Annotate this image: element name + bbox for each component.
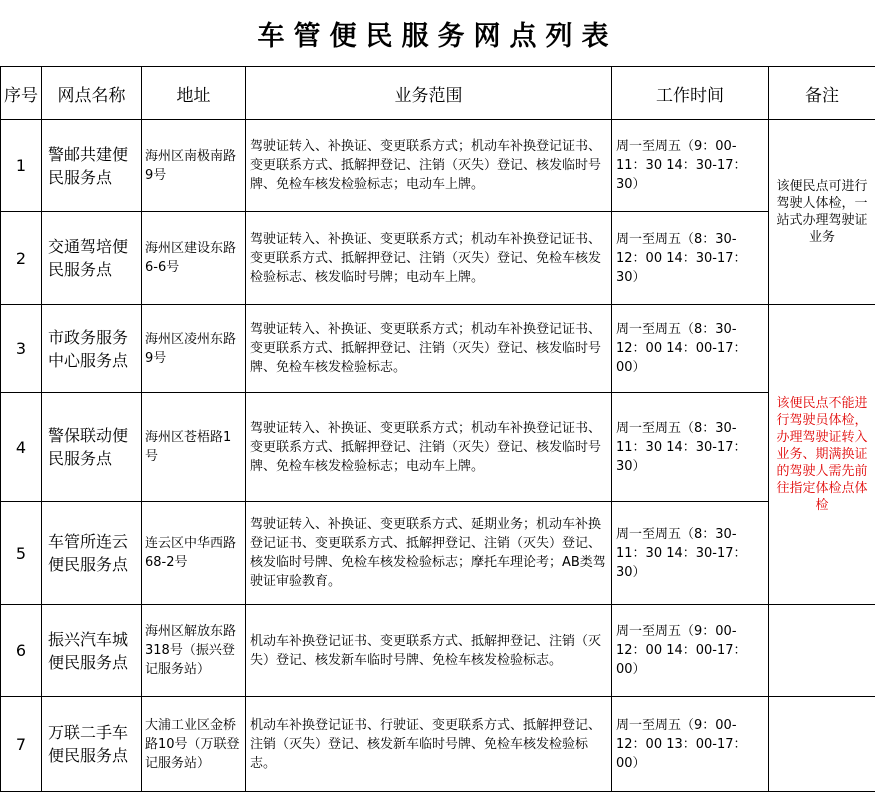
row-address: 海州区解放东路318号（振兴登记服务站） bbox=[142, 605, 246, 697]
row-scope: 机动车补换登记证书、行驶证、变更联系方式、抵解押登记、注销（灭失）登记、核发新车临时号牌、免检车核发检验标志。 bbox=[246, 697, 612, 792]
row-no: 5 bbox=[1, 502, 42, 605]
header-address: 地址 bbox=[142, 67, 246, 120]
row-scope: 机动车补换登记证书、变更联系方式、抵解押登记、注销（灭失）登记、核发新车临时号牌、免检车核发检验标志。 bbox=[246, 605, 612, 697]
row-hours: 周一至周五（8：30-11：30 14：30-17：30） bbox=[612, 393, 769, 502]
note-no-physical-exam: 该便民点不能进行驾驶员体检，办理驾驶证转入业务、期满换证的驾驶人需先前往指定体检点体检 bbox=[769, 305, 875, 605]
row-name: 市政务服务中心服务点 bbox=[42, 305, 142, 393]
row-scope: 驾驶证转入、补换证、变更联系方式；机动车补换登记证书、变更联系方式、抵解押登记、注销（灭失）登记、核发临时号牌、免检车核发检验标志；电动车上牌。 bbox=[246, 393, 612, 502]
row-address: 海州区南极南路9号 bbox=[142, 120, 246, 212]
note-empty bbox=[769, 697, 875, 792]
table-row bbox=[1, 212, 875, 305]
row-hours: 周一至周五（8：30-11：30 14：30-17：30） bbox=[612, 502, 769, 605]
row-address: 大浦工业区金桥路10号（万联登记服务站） bbox=[142, 697, 246, 792]
table-header-row bbox=[1, 67, 875, 120]
row-hours: 周一至周五（9：00-11：30 14：30-17：30） bbox=[612, 120, 769, 212]
header-scope: 业务范围 bbox=[246, 67, 612, 120]
row-no: 1 bbox=[1, 120, 42, 212]
table-row bbox=[1, 605, 875, 697]
row-hours: 周一至周五（9：00-12：00 13：00-17：00） bbox=[612, 697, 769, 792]
header-hours: 工作时间 bbox=[612, 67, 769, 120]
row-address: 连云区中华西路68-2号 bbox=[142, 502, 246, 605]
row-name: 警邮共建便民服务点 bbox=[42, 120, 142, 212]
header-note: 备注 bbox=[769, 67, 875, 120]
row-hours: 周一至周五（9：00-12：00 14：00-17：00） bbox=[612, 605, 769, 697]
row-name: 万联二手车便民服务点 bbox=[42, 697, 142, 792]
note-empty bbox=[769, 605, 875, 697]
row-hours: 周一至周五（8：30-12：00 14：30-17：30） bbox=[612, 212, 769, 305]
row-scope: 驾驶证转入、补换证、变更联系方式；机动车补换登记证书、变更联系方式、抵解押登记、注销（灭失）登记、核发临时号牌、免检车核发检验标志；电动车上牌。 bbox=[246, 120, 612, 212]
row-no: 4 bbox=[1, 393, 42, 502]
row-scope: 驾驶证转入、补换证、变更联系方式、延期业务；机动车补换登记证书、变更联系方式、抵解押登记、注销（灭失）登记、核发临时号牌、免检车核发检验标志；摩托车理论考；AB类驾驶证审验教育。 bbox=[246, 502, 612, 605]
row-no: 6 bbox=[1, 605, 42, 697]
row-address: 海州区建设东路6-6号 bbox=[142, 212, 246, 305]
row-scope: 驾驶证转入、补换证、变更联系方式；机动车补换登记证书、变更联系方式、抵解押登记、注销（灭失）登记、核发临时号牌、免检车核发检验标志。 bbox=[246, 305, 612, 393]
table-row bbox=[1, 305, 875, 393]
row-name: 交通驾培便民服务点 bbox=[42, 212, 142, 305]
row-address: 海州区凌州东路9号 bbox=[142, 305, 246, 393]
row-no: 7 bbox=[1, 697, 42, 792]
row-name: 车管所连云便民服务点 bbox=[42, 502, 142, 605]
note-physical-exam-available: 该便民点可进行驾驶人体检，一站式办理驾驶证业务 bbox=[769, 120, 875, 305]
page-title: 车管便民服务网点列表 bbox=[257, 20, 618, 52]
table-row bbox=[1, 120, 875, 212]
table-row bbox=[1, 697, 875, 792]
row-scope: 驾驶证转入、补换证、变更联系方式；机动车补换登记证书、变更联系方式、抵解押登记、注销（灭失）登记、免检车核发检验标志、核发临时号牌；电动车上牌。 bbox=[246, 212, 612, 305]
service-points-table bbox=[0, 66, 875, 792]
table-row bbox=[1, 502, 875, 605]
row-no: 3 bbox=[1, 305, 42, 393]
row-no: 2 bbox=[1, 212, 42, 305]
row-hours: 周一至周五（8：30-12：00 14：00-17：00） bbox=[612, 305, 769, 393]
row-name: 振兴汽车城便民服务点 bbox=[42, 605, 142, 697]
row-name: 警保联动便民服务点 bbox=[42, 393, 142, 502]
header-name: 网点名称 bbox=[42, 67, 142, 120]
header-no: 序号 bbox=[1, 67, 42, 120]
row-address: 海州区苍梧路1号 bbox=[142, 393, 246, 502]
table-row bbox=[1, 393, 875, 502]
